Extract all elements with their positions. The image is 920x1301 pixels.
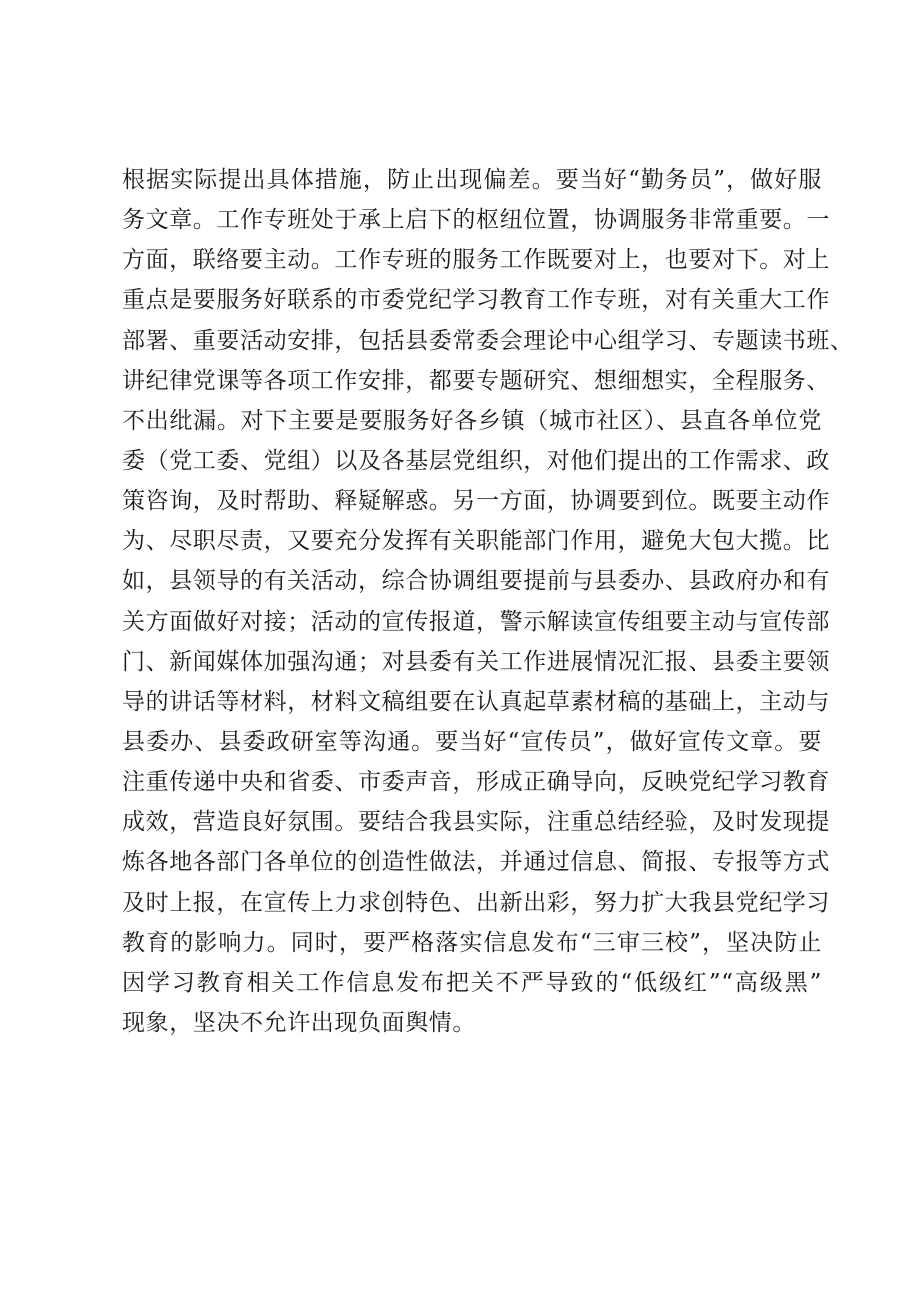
paragraph-line: 注重传递中央和省委、市委声音，形成正确导向，反映党纪学习教育 xyxy=(122,769,830,796)
paragraph-line: 为、尽职尽责，又要充分发挥有关职能部门作用，避免大包大揽。比 xyxy=(122,528,830,555)
paragraph-line: 县委办、县委政研室等沟通。要当好“宣传员”，做好宣传文章。要 xyxy=(122,728,822,755)
paragraph-line: 部署、重要活动安排，包括县委常委会理论中心组学习、专题读书班、 xyxy=(122,327,854,354)
paragraph-line: 务文章。工作专班处于承上启下的枢纽位置，协调服务非常重要。一 xyxy=(122,207,830,234)
paragraph-line: 根据实际提出具体措施，防止出现偏差。要当好“勤务员”，做好服 xyxy=(122,167,822,193)
paragraph-line: 重点是要服务好联系的市委党纪学习教育工作专班，对有关重大工作 xyxy=(122,287,830,314)
paragraph-line: 导的讲话等材料，材料文稿组要在认真起草素材稿的基础上，主动与 xyxy=(122,688,830,715)
paragraph-line: 门、新闻媒体加强沟通；对县委有关工作进展情况汇报、县委主要领 xyxy=(122,648,830,675)
paragraph-line: 如，县领导的有关活动，综合协调组要提前与县委办、县政府办和有 xyxy=(122,568,830,595)
paragraph-line: 关方面做好对接；活动的宣传报道，警示解读宣传组要主动与宣传部 xyxy=(122,608,830,635)
paragraph-line-last: 现象，坚决不允许出现负面舆情。 xyxy=(122,1009,476,1036)
paragraph-line: 策咨询，及时帮助、释疑解惑。另一方面，协调要到位。既要主动作 xyxy=(122,488,830,515)
paragraph-line: 委（党工委、党组）以及各基层党组织，对他们提出的工作需求、政 xyxy=(122,447,830,474)
paragraph-line: 不出纰漏。对下主要是要服务好各乡镇（城市社区）、县直各单位党 xyxy=(122,407,822,434)
paragraph-line: 因学习教育相关工作信息发布把关不严导致的“低级红”“高级黑” xyxy=(122,969,822,996)
paragraph-line: 成效，营造良好氛围。要结合我县实际，注重总结经验，及时发现提 xyxy=(122,809,830,836)
paragraph-line: 炼各地各部门各单位的创造性做法，并通过信息、简报、专报等方式 xyxy=(122,849,830,876)
paragraph-line: 教育的影响力。同时，要严格落实信息发布“三审三校”，坚决防止 xyxy=(122,929,822,956)
body-paragraph xyxy=(122,160,854,1043)
paragraph-line: 讲纪律党课等各项工作安排，都要专题研究、想细想实，全程服务、 xyxy=(122,367,830,394)
paragraph-line: 方面，联络要主动。工作专班的服务工作既要对上，也要对下。对上 xyxy=(122,247,830,274)
paragraph-line: 及时上报，在宣传上力求创特色、出新出彩，努力扩大我县党纪学习 xyxy=(122,889,830,916)
